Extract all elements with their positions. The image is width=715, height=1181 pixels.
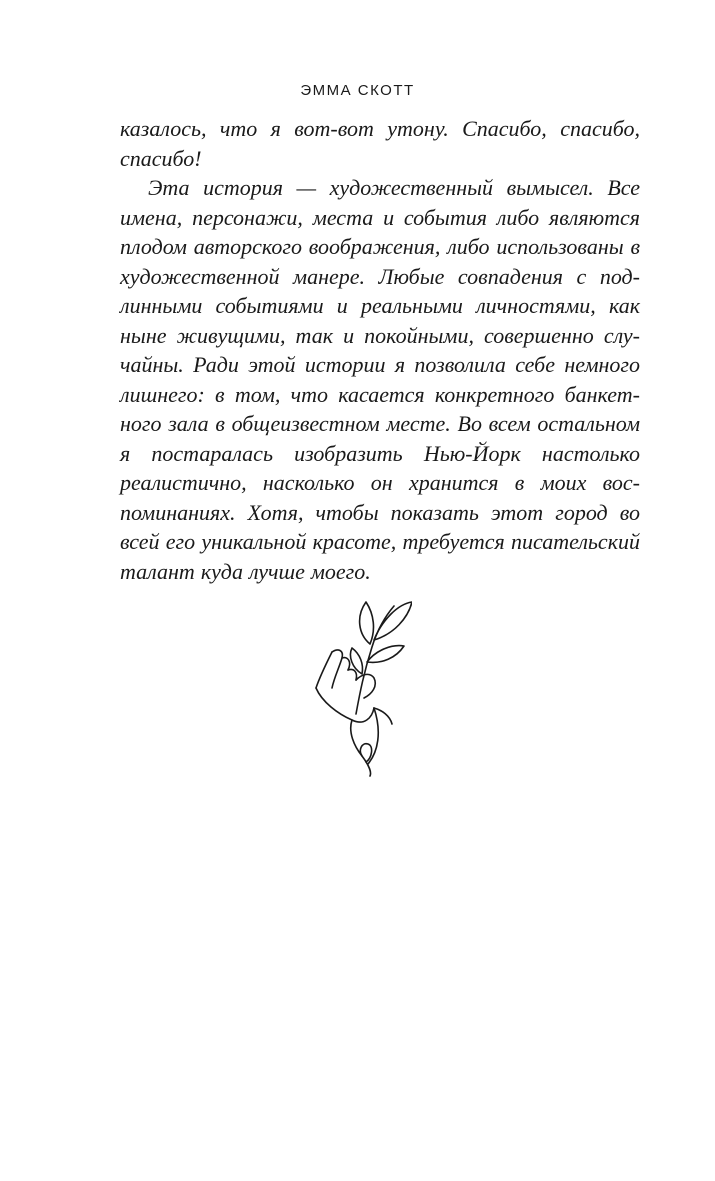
body-text <box>120 114 640 586</box>
running-header: ЭММА СКОТТ <box>300 82 415 99</box>
hand-holding-sprig-icon <box>312 592 412 777</box>
paragraph-disclaimer: Эта история — художественный вымысел. Все имена, персонажи, места и события либо являются плодом авторского воображения, либо использованы в художественной манере. Любые совпадения с подлинными событиями и реальными личностями, как ныне живущими, так и покойными, совершенно случайны. Ради этой истории я позволила себе немного лишнего: в том, что касается конкретного банкетного зала в общеизвестном месте. Во всем остальном я постаралась изобразить Нью-Йорк настолько реалистично, насколько он хранится в моих воспоминаниях. Хотя, чтобы показать этот город во всей его уникальной красоте, требуется писательский талант куда лучше моего. <box>120 175 640 584</box>
paragraph-continuation: казалось, что я вот-вот утону. Спасибо, спасибо, спасибо! <box>120 116 640 171</box>
